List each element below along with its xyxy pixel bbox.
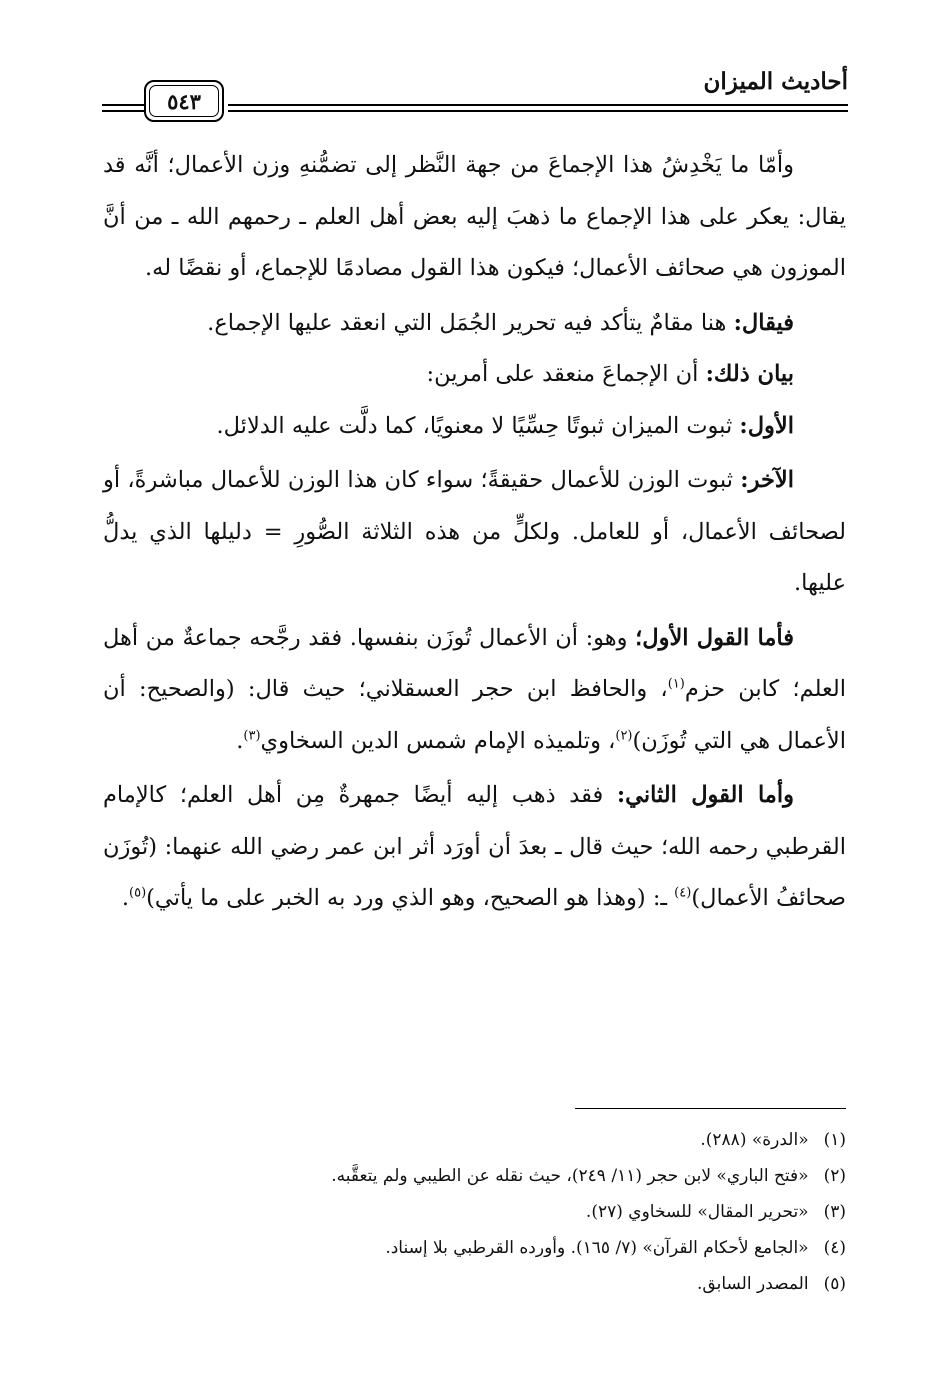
paragraph-5-lead: الآخر: [740,467,794,493]
footnote-3-text: «تحرير المقال» للسخاوي (٢٧). [585,1202,809,1222]
footnote-1-text: «الدرة» (٢٨٨). [700,1130,809,1150]
footnote-ref-4[interactable]: (٤) [674,885,692,901]
paragraph-4 [103,401,846,453]
paragraph-2-lead: فيقال: [733,309,794,336]
second-opinion-text-1: فقد ذهب إليه أيضًا جمهرةٌ مِن أهل العلم؛ كالإمام القرطبي رحمه الله؛ حيث قال ـ بعدَ أن أورَد أثر ابن عمر رضي الله عنهما: (تُوزَن صحائفُ الأعمال) [103,782,846,911]
footnote-3-number: (٣) [823,1202,846,1222]
paragraph-3-lead: بيان ذلك: [705,361,794,387]
footnote-5-number: (٥) [823,1274,846,1294]
footnote-4-text: «الجامع لأحكام القرآن» (٧/ ١٦٥). وأورده القرطبي بلا إسناد. [385,1238,809,1258]
page-number-frame [144,80,224,122]
running-title: أحاديث الميزان [703,68,848,95]
first-opinion-lead: فأما القول الأول؛ [635,624,795,651]
paragraph-4-text: ثبوت الميزان ثبوتًا حِسِّيًا لا معنويًا، كما دلَّت عليه الدلائل. [216,412,740,439]
footnote-2 [103,1158,846,1194]
first-opinion-text-1: وهو: أن الأعمال تُوزَن بنفسها. فقد رجَّحه جماعةٌ من أهل العلم؛ كابن حزم [103,624,846,702]
page-number: ٥٤٣ [149,85,219,117]
paragraph-first-opinion [103,613,846,768]
footnote-2-number: (٢) [823,1166,846,1186]
footnote-ref-3[interactable]: (٣) [243,728,261,743]
main-text [103,140,846,925]
paragraph-5 [103,455,846,610]
second-opinion-text-3: . [121,885,130,911]
footnote-1 [103,1122,846,1158]
footnote-separator [575,1108,846,1109]
first-opinion-text-3: ، وتلميذه الإمام شمس الدين السخاوي [260,727,616,754]
second-opinion-text-2: ـ: (وهذا هو الصحيح، وهو الذي ورد به الخبر على ما يأتي) [146,885,675,911]
paragraph-3 [103,349,846,401]
first-opinion-text-2: ، والحافظ ابن حجر العسقلاني؛ حيث قال: (والصحيح: أن الأعمال هي التي تُوزَن) [103,676,846,754]
second-opinion-lead: وأما القول الثاني: [616,782,794,808]
footnote-3 [103,1194,846,1230]
footnote-4 [103,1230,846,1266]
paragraph-1-text: وأمّا ما يَخْدِشُ هذا الإجماعَ من جهة النَّظر إلى تضمُّنهِ وزن الأعمال؛ أنَّه قد يقال: يعكر على هذا الإجماع ما ذهبَ إليه بعض أهل العلم ـ رحمهم الله ـ من أنَّ الموزون هي صحائف الأعمال؛ فيكون هذا القول مصادمًا للإجماع، أو نقضًا له. [103,152,846,281]
paragraph-2-text: هنا مقامٌ يتأكد فيه تحرير الجُمَل التي انعقد عليها الإجماع. [207,309,734,336]
page-header [100,62,848,132]
paragraph-3-text: أن الإجماعَ منعقد على أمرين: [426,361,706,387]
footnote-5-text: المصدر السابق. [697,1274,809,1294]
paragraph-5-text: ثبوت الوزن للأعمال حقيقةً؛ سواء كان هذا الوزن للأعمال مباشرةً، أو لصحائف الأعمال، أو للعامل. ولكلٍّ من هذه الثلاثة الصُّورِ = دليلها الذي يدلُّ عليها. [103,467,846,596]
paragraph-4-lead: الأول: [739,412,794,439]
footnote-4-number: (٤) [823,1238,846,1258]
first-opinion-text-4: . [236,727,244,754]
paragraph-1 [103,140,846,295]
footnote-1-number: (١) [823,1130,846,1150]
footnote-ref-2[interactable]: (٢) [615,728,633,743]
header-rule-left [102,104,144,112]
footnote-2-text: «فتح الباري» لابن حجر (١١/ ٢٤٩)، حيث نقله عن الطيبي ولم يتعقَّبه. [331,1166,809,1186]
footnote-ref-1[interactable]: (١) [667,676,685,692]
paragraph-second-opinion [103,770,846,925]
paragraph-2 [103,298,846,350]
footnote-ref-5[interactable]: (٥) [129,885,147,901]
footnotes [103,1122,846,1302]
footnote-5 [103,1266,846,1302]
header-rule-right [228,104,848,112]
